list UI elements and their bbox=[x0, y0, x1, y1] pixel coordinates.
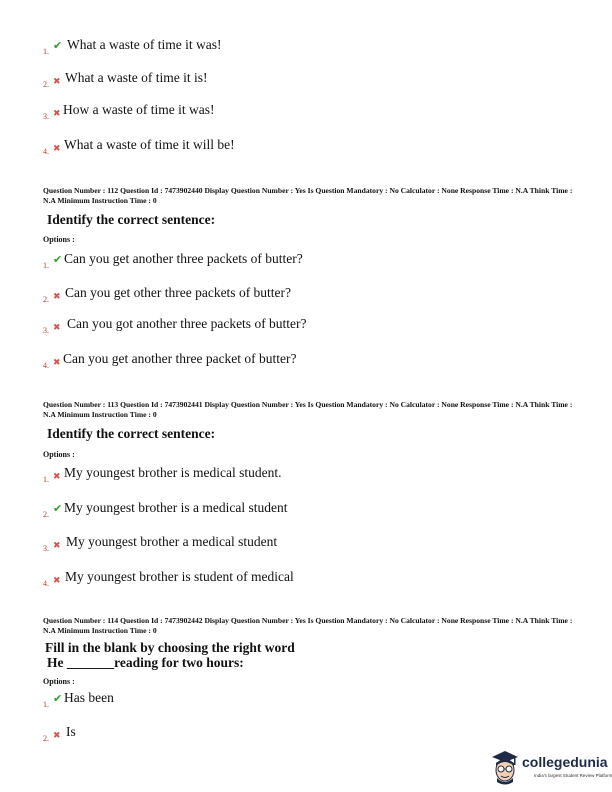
cross-icon: ✖ bbox=[53, 143, 61, 153]
check-icon: ✔ bbox=[53, 693, 63, 705]
option-number: 4. bbox=[43, 147, 49, 156]
option-text: What a waste of time it was! bbox=[67, 37, 222, 52]
option-number: 4. bbox=[43, 579, 49, 588]
option-text: Can you get another three packets of butter? bbox=[64, 251, 303, 266]
options-label: Options : bbox=[43, 450, 75, 459]
option-number: 1. bbox=[43, 475, 49, 484]
brand-name: collegedunia bbox=[522, 754, 608, 770]
student-mascot-icon bbox=[490, 748, 520, 786]
option-number: 4. bbox=[43, 361, 49, 370]
brand-tagline: India's largest Student Review Platform bbox=[534, 773, 612, 778]
options-label: Options : bbox=[43, 235, 75, 244]
option-text: Is bbox=[66, 724, 76, 739]
option-number: 2. bbox=[43, 510, 49, 519]
cross-icon: ✖ bbox=[53, 357, 61, 367]
option-text: My youngest brother a medical student bbox=[66, 534, 278, 549]
option-text: My youngest brother is medical student. bbox=[64, 465, 282, 480]
option-number: 2. bbox=[43, 80, 49, 89]
option-text: What a waste of time it will be! bbox=[64, 137, 235, 152]
cross-icon: ✖ bbox=[53, 108, 61, 118]
cross-icon: ✖ bbox=[53, 291, 61, 301]
option-number: 2. bbox=[43, 295, 49, 304]
question-meta: Question Number : 113 Question Id : 7473902441 Display Question Number : Yes Is Question Mandatory : No Calculator : None Response Time : N.A Think Time : N.A Minimum Instruction Time : 0 bbox=[43, 400, 573, 419]
cross-icon: ✖ bbox=[53, 76, 61, 86]
collegedunia-logo bbox=[490, 748, 612, 788]
option-number: 1. bbox=[43, 47, 49, 56]
question-meta: Question Number : 114 Question Id : 7473902442 Display Question Number : Yes Is Question Mandatory : No Calculator : None Response Time : N.A Think Time : N.A Minimum Instruction Time : 0 bbox=[43, 616, 573, 635]
question-text-line1: Fill in the blank by choosing the right word bbox=[45, 640, 295, 655]
option-text: Can you get other three packets of butter? bbox=[65, 285, 292, 300]
option-text: What a waste of time it is! bbox=[65, 70, 208, 85]
cross-icon: ✖ bbox=[53, 540, 61, 550]
option-text: Has been bbox=[64, 690, 114, 705]
options-label: Options : bbox=[43, 677, 75, 686]
option-text: My youngest brother is a medical student bbox=[64, 500, 288, 515]
check-icon: ✔ bbox=[53, 503, 63, 515]
option-number: 1. bbox=[43, 700, 49, 709]
check-icon: ✔ bbox=[53, 254, 63, 266]
cross-icon: ✖ bbox=[53, 730, 61, 740]
option-number: 3. bbox=[43, 112, 49, 121]
option-number: 3. bbox=[43, 544, 49, 553]
option-number: 2. bbox=[43, 734, 49, 743]
option-number: 3. bbox=[43, 326, 49, 335]
cross-icon: ✖ bbox=[53, 575, 61, 585]
question-text: Identify the correct sentence: bbox=[47, 212, 216, 227]
option-text: Can you got another three packets of butter? bbox=[67, 316, 307, 331]
check-icon: ✔ bbox=[53, 40, 63, 52]
question-text-line2: He _______reading for two hours: bbox=[47, 655, 244, 670]
cross-icon: ✖ bbox=[53, 471, 61, 481]
option-text: Can you get another three packet of butter? bbox=[63, 351, 297, 366]
cross-icon: ✖ bbox=[53, 322, 61, 332]
question-text: Identify the correct sentence: bbox=[47, 426, 216, 441]
question-meta: Question Number : 112 Question Id : 7473902440 Display Question Number : Yes Is Question Mandatory : No Calculator : None Response Time : N.A Think Time : N.A Minimum Instruction Time : 0 bbox=[43, 186, 573, 205]
option-number: 1. bbox=[43, 261, 49, 270]
option-text: My youngest brother is student of medical bbox=[65, 569, 294, 584]
option-text: How a waste of time it was! bbox=[63, 102, 215, 117]
